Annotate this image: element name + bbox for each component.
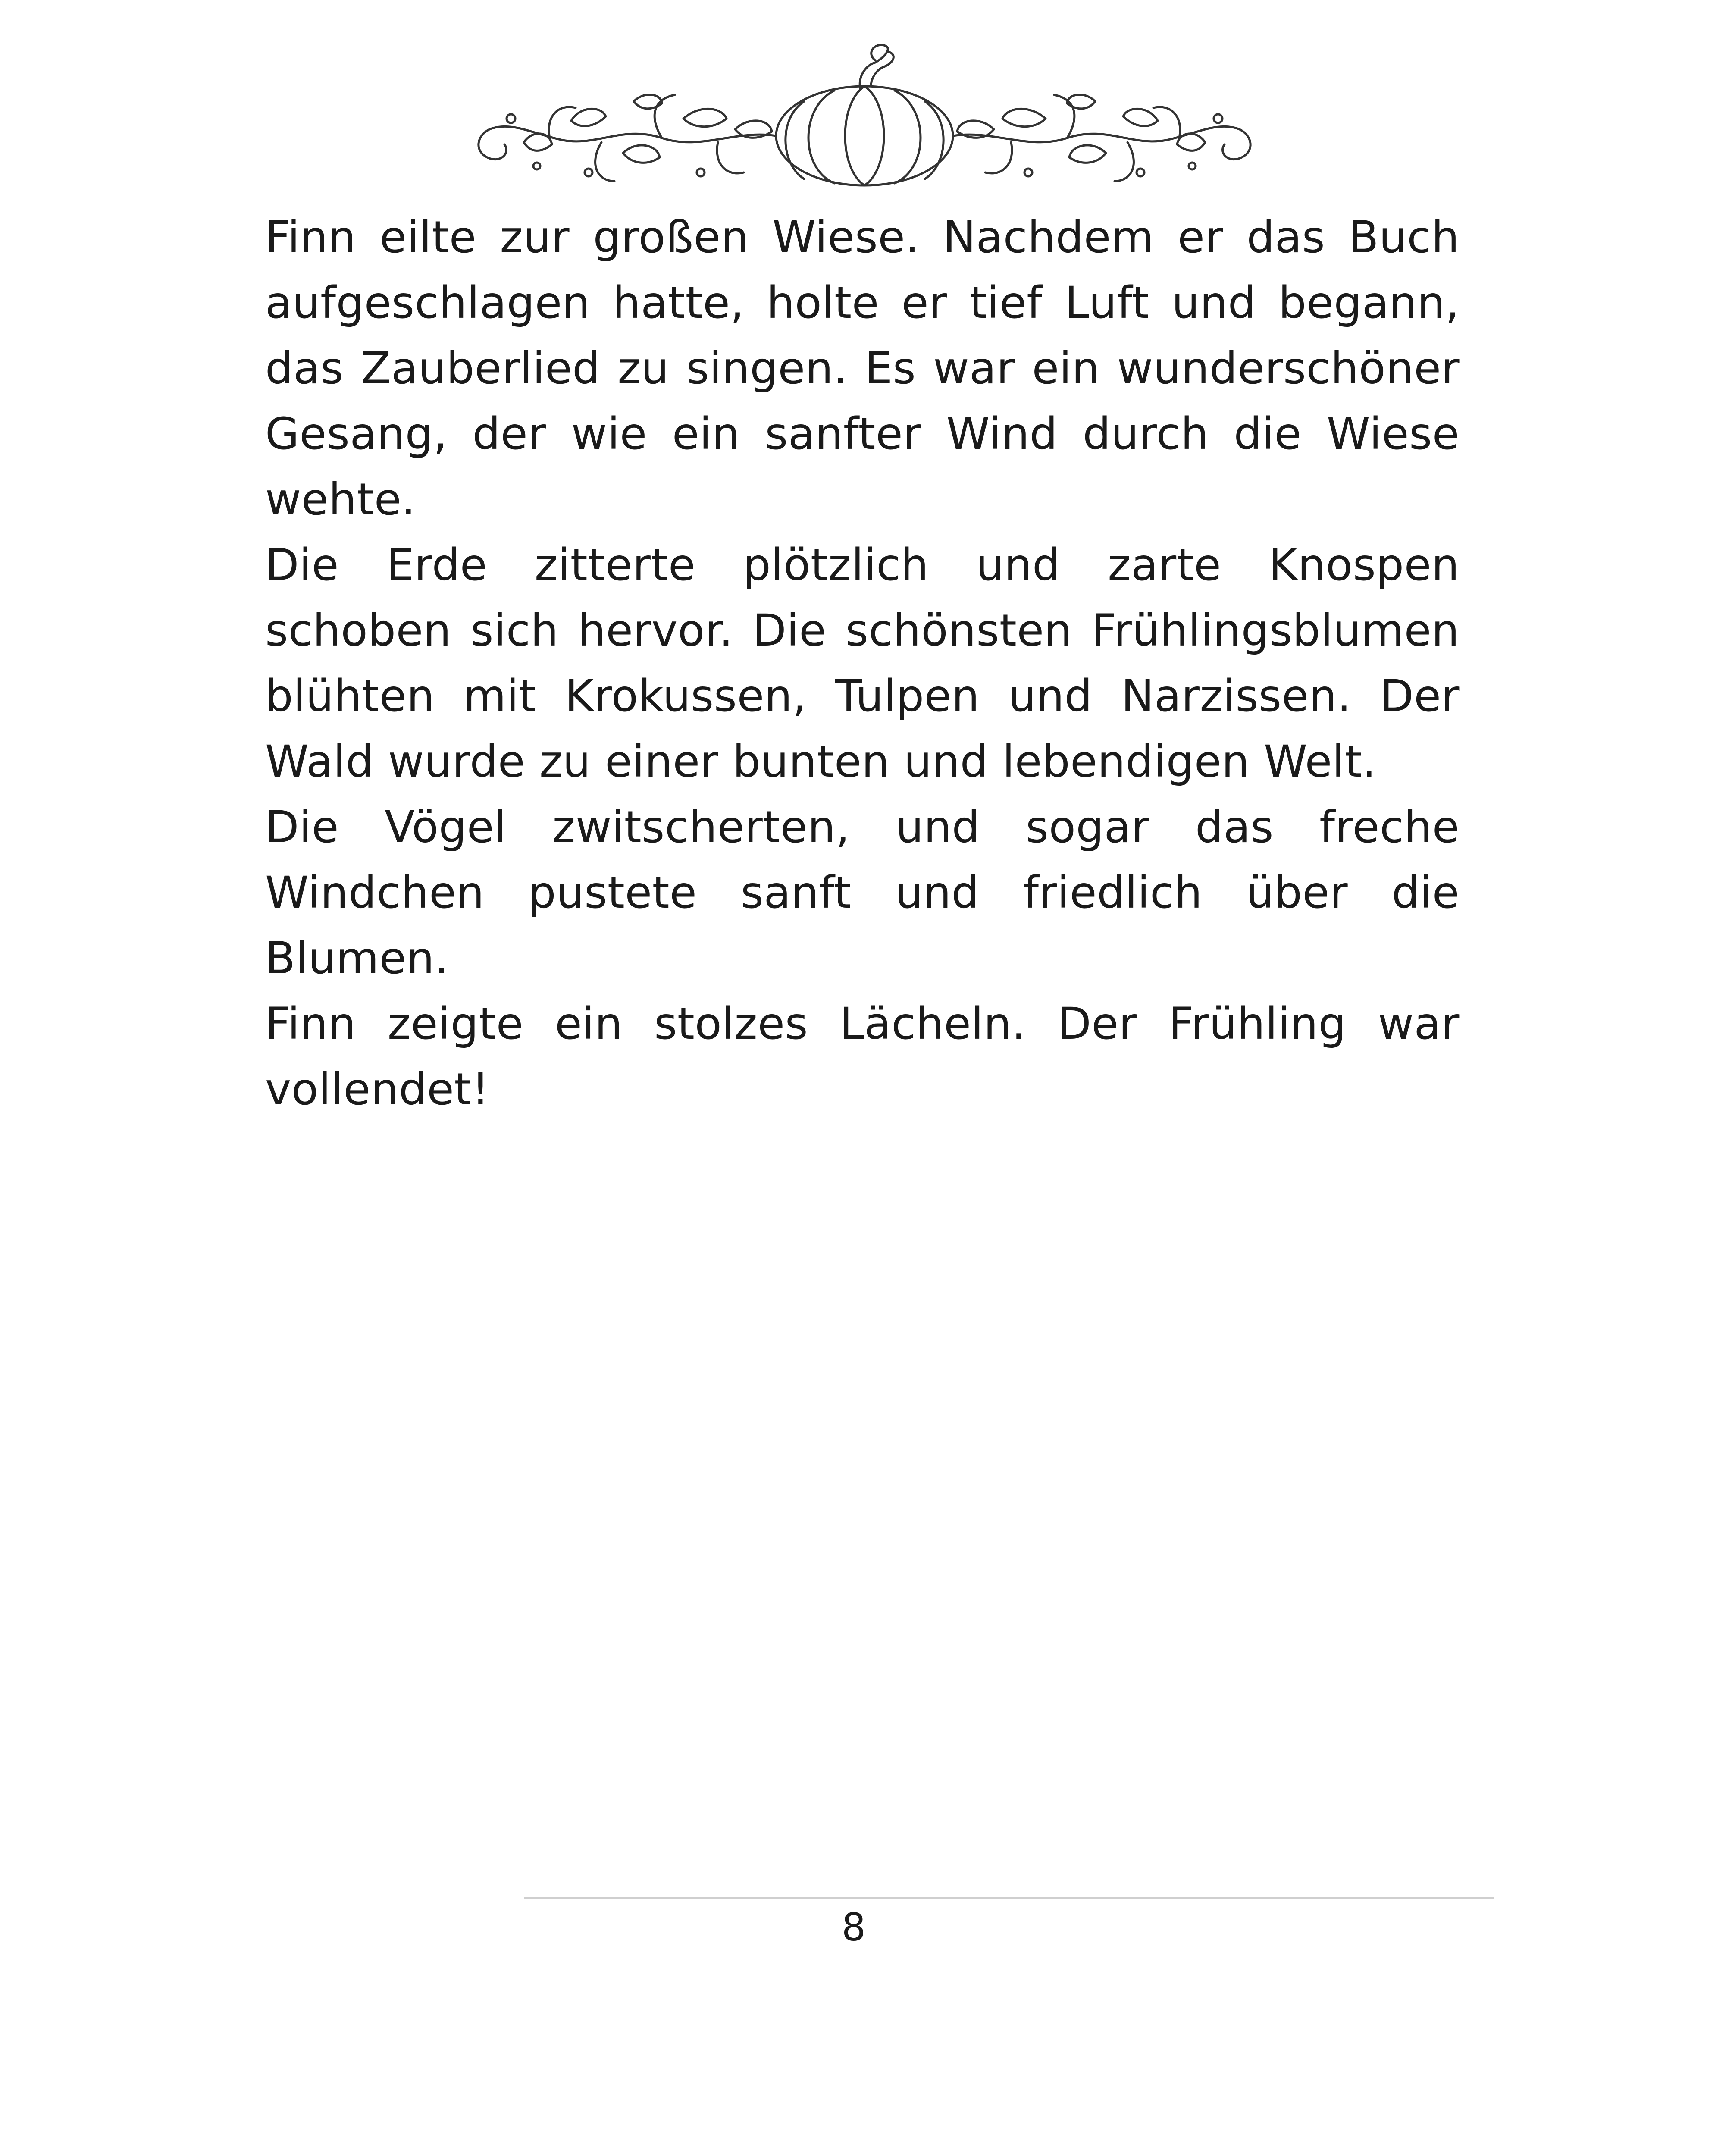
paragraph: Finn eilte zur großen Wiese. Nachdem er das Buch aufgeschlagen hatte, holte er tief Luft und begann, das Zauberlied zu singen. Es war ein wunderschöner Gesang, der wie ein sanfter Wind durch die Wiese wehte.	[265, 212, 1460, 525]
story-text	[265, 205, 1460, 1122]
pumpkin-icon	[776, 45, 953, 185]
footer-divider	[524, 1897, 1494, 1899]
paragraph: Die Vögel zwitscherten, und sogar das freche Windchen pustete sanft und friedlich über die Blumen.	[265, 802, 1460, 984]
page-number: 8	[842, 1905, 866, 1949]
left-vine-icon	[479, 95, 776, 181]
paragraph: Die Erde zitterte plötzlich und zarte Knospen schoben sich hervor. Die schönsten Frühlingsblumen blühten mit Krokussen, Tulpen und Narzissen. Der Wald wurde zu einer bunten und lebendigen Welt.	[265, 539, 1460, 787]
pumpkin-vine-ornament-icon	[459, 43, 1270, 190]
paragraph: Finn zeigte ein stolzes Lächeln. Der Frühling war vollendet!	[265, 998, 1460, 1115]
right-vine-icon	[953, 95, 1250, 181]
